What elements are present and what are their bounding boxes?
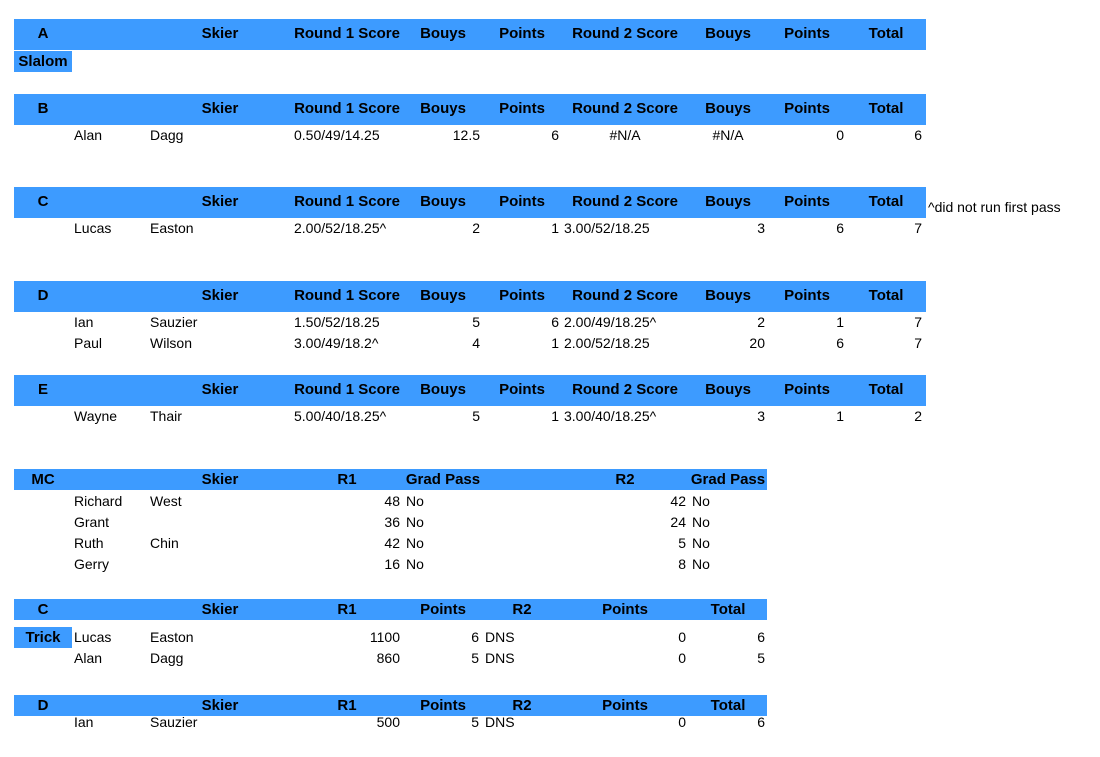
division-label: C <box>37 193 49 210</box>
skier-first-name: Alan <box>74 650 103 666</box>
r2-score: 24 <box>670 514 686 530</box>
round1-score: 3.00/49/18.2^ <box>294 334 379 351</box>
column-header: Grad Pass <box>690 471 766 488</box>
skier-last-name: Easton <box>150 220 194 236</box>
grad-pass-1: No <box>406 493 424 509</box>
column-header: Total <box>868 381 904 398</box>
r1-score: 1100 <box>369 629 400 645</box>
skier-first-name: Wayne <box>74 408 118 424</box>
division-label: MC <box>31 471 55 488</box>
column-header: Round 1 Score <box>294 25 400 42</box>
column-header: Skier <box>201 697 239 714</box>
total: 7 <box>914 220 922 236</box>
skier-last-name: Chin <box>150 535 179 551</box>
round2-score: 3.00/52/18.25 <box>564 220 650 236</box>
r1-points: 5 <box>471 714 479 730</box>
skier-first-name: Paul <box>74 334 103 351</box>
r1-score: 500 <box>376 714 400 730</box>
r1-score: 36 <box>384 514 400 530</box>
total: 7 <box>914 314 922 330</box>
round1-score: 1.50/52/18.25 <box>294 314 380 330</box>
column-header: Points <box>420 697 466 714</box>
r2-score: DNS <box>485 714 515 730</box>
grad-pass-1: No <box>406 535 424 551</box>
skier-first-name: Ruth <box>74 535 104 551</box>
column-header: Round 2 Score <box>572 287 678 304</box>
column-header: Points <box>499 287 545 304</box>
column-header: Bouys <box>705 381 751 398</box>
skier-first-name: Lucas <box>74 220 112 236</box>
round1-bouys: 5 <box>472 408 480 424</box>
skier-last-name: Sauzier <box>150 314 198 330</box>
column-header: Points <box>499 193 545 210</box>
skier-first-name: Ian <box>74 314 94 330</box>
round2-score: #N/A <box>609 127 641 143</box>
footnote: ^did not run first pass <box>928 199 1061 215</box>
column-header: Skier <box>201 25 239 42</box>
round2-bouys: #N/A <box>712 127 744 143</box>
round1-points: 6 <box>551 127 559 143</box>
column-header: Points <box>499 100 545 117</box>
skier-last-name: Thair <box>150 408 182 424</box>
grad-pass-2: No <box>692 535 710 551</box>
column-header: Round 2 Score <box>572 381 678 398</box>
column-header: Bouys <box>420 287 466 304</box>
round1-score: 2.00/52/18.25^ <box>294 220 387 236</box>
column-header: Skier <box>201 100 239 117</box>
round2-bouys: 3 <box>757 220 765 236</box>
column-header: Points <box>784 381 830 398</box>
round2-score: 2.00/49/18.25^ <box>564 314 657 330</box>
round2-points: 1 <box>836 408 844 424</box>
r2-score: DNS <box>485 629 515 645</box>
column-header: Bouys <box>705 25 751 42</box>
column-header: R1 <box>337 697 357 714</box>
division-label: D <box>37 697 49 714</box>
column-header: Bouys <box>420 100 466 117</box>
round2-bouys: 2 <box>757 314 765 330</box>
column-header: Points <box>499 25 545 42</box>
column-header: Points <box>784 100 830 117</box>
column-header: R1 <box>337 601 357 618</box>
total: 6 <box>757 714 765 730</box>
grad-pass-2: No <box>692 514 710 530</box>
skier-first-name: Lucas <box>74 629 112 645</box>
column-header: Total <box>868 287 904 304</box>
round2-bouys: 20 <box>749 334 765 351</box>
division-label: C <box>37 601 49 618</box>
column-header: Points <box>499 381 545 398</box>
column-header: Bouys <box>705 193 751 210</box>
column-header: Skier <box>201 471 239 488</box>
total: 2 <box>914 408 922 424</box>
round1-points: 1 <box>551 334 559 351</box>
column-header: R2 <box>615 471 635 488</box>
round2-points: 6 <box>836 220 844 236</box>
total: 6 <box>914 127 922 143</box>
division-label: D <box>37 287 49 304</box>
column-header: Round 1 Score <box>294 193 400 210</box>
round1-score: 0.50/49/14.25 <box>294 127 380 143</box>
column-header: Total <box>868 100 904 117</box>
round2-score: 2.00/52/18.25 <box>564 334 650 351</box>
grad-pass-2: No <box>692 493 710 509</box>
total: 5 <box>757 650 765 666</box>
skier-last-name: Wilson <box>150 334 193 351</box>
column-header: Skier <box>201 193 239 210</box>
round2-points: 0 <box>836 127 844 143</box>
round2-points: 1 <box>836 314 844 330</box>
skier-last-name <box>150 512 240 532</box>
skier-first-name: Richard <box>74 493 123 509</box>
round1-score: 5.00/40/18.25^ <box>294 408 387 424</box>
r2-score: 5 <box>678 535 686 551</box>
column-header: Bouys <box>420 193 466 210</box>
r1-score: 16 <box>384 556 400 572</box>
r2-score: 42 <box>670 493 686 509</box>
column-header: Points <box>602 601 648 618</box>
column-header: R2 <box>512 697 532 714</box>
column-header: Total <box>868 193 904 210</box>
skier-last-name: Dagg <box>150 127 184 143</box>
skier-last-name <box>150 554 240 574</box>
column-header: Round 1 Score <box>294 287 400 304</box>
column-header: R1 <box>337 471 357 488</box>
skier-first-name: Gerry <box>74 556 109 572</box>
round1-points: 1 <box>551 220 559 236</box>
round1-bouys: 2 <box>472 220 480 236</box>
column-header: Bouys <box>420 381 466 398</box>
column-header: Round 1 Score <box>294 100 400 117</box>
r1-score: 860 <box>376 650 400 666</box>
skier-first-name: Grant <box>74 514 110 530</box>
r2-points: 0 <box>678 650 686 666</box>
column-header: Skier <box>201 601 239 618</box>
grad-pass-1: No <box>406 556 424 572</box>
column-header: Round 1 Score <box>294 381 400 398</box>
round2-bouys: 3 <box>757 408 765 424</box>
division-label: E <box>37 381 48 398</box>
r2-score: 8 <box>678 556 686 572</box>
division-label: B <box>37 100 49 117</box>
skier-first-name: Alan <box>74 127 103 143</box>
grad-pass-2: No <box>692 556 710 572</box>
round1-points: 6 <box>551 314 559 330</box>
total: 6 <box>757 629 765 645</box>
column-header: Points <box>784 193 830 210</box>
skier-last-name: West <box>150 493 182 509</box>
column-header: Points <box>420 601 466 618</box>
column-header: Round 2 Score <box>572 193 678 210</box>
skier-last-name: Easton <box>150 629 194 645</box>
column-header: Total <box>710 697 746 714</box>
division-label: A <box>37 25 49 42</box>
column-header: Points <box>602 697 648 714</box>
round1-bouys: 4 <box>472 334 480 351</box>
column-header: Round 2 Score <box>572 25 678 42</box>
column-header: Skier <box>201 287 239 304</box>
column-header: Round 2 Score <box>572 100 678 117</box>
r1-points: 6 <box>471 629 479 645</box>
column-header: Points <box>784 287 830 304</box>
r2-points: 0 <box>678 629 686 645</box>
round1-points: 1 <box>551 408 559 424</box>
round2-score: 3.00/40/18.25^ <box>564 408 657 424</box>
column-header: Bouys <box>705 287 751 304</box>
r2-score: DNS <box>485 650 515 666</box>
r1-score: 48 <box>384 493 400 509</box>
column-header: Bouys <box>420 25 466 42</box>
grad-pass-1: No <box>406 514 424 530</box>
event-label-slalom: Slalom <box>14 51 72 72</box>
column-header: Skier <box>201 381 239 398</box>
r1-points: 5 <box>471 650 479 666</box>
skier-last-name: Dagg <box>150 650 184 666</box>
event-label-trick: Trick <box>14 627 72 648</box>
r1-score: 42 <box>384 535 400 551</box>
column-header: R2 <box>512 601 532 618</box>
column-header: Points <box>784 25 830 42</box>
round1-bouys: 5 <box>472 314 480 330</box>
skier-last-name: Sauzier <box>150 714 198 730</box>
column-header: Total <box>868 25 904 42</box>
r2-points: 0 <box>678 714 686 730</box>
column-header: Total <box>710 601 746 618</box>
total: 7 <box>914 334 922 351</box>
column-header: Grad Pass <box>405 471 481 488</box>
skier-first-name: Ian <box>74 714 94 730</box>
round1-bouys: 12.5 <box>452 127 480 143</box>
round2-points: 6 <box>836 334 844 351</box>
column-header: Bouys <box>705 100 751 117</box>
